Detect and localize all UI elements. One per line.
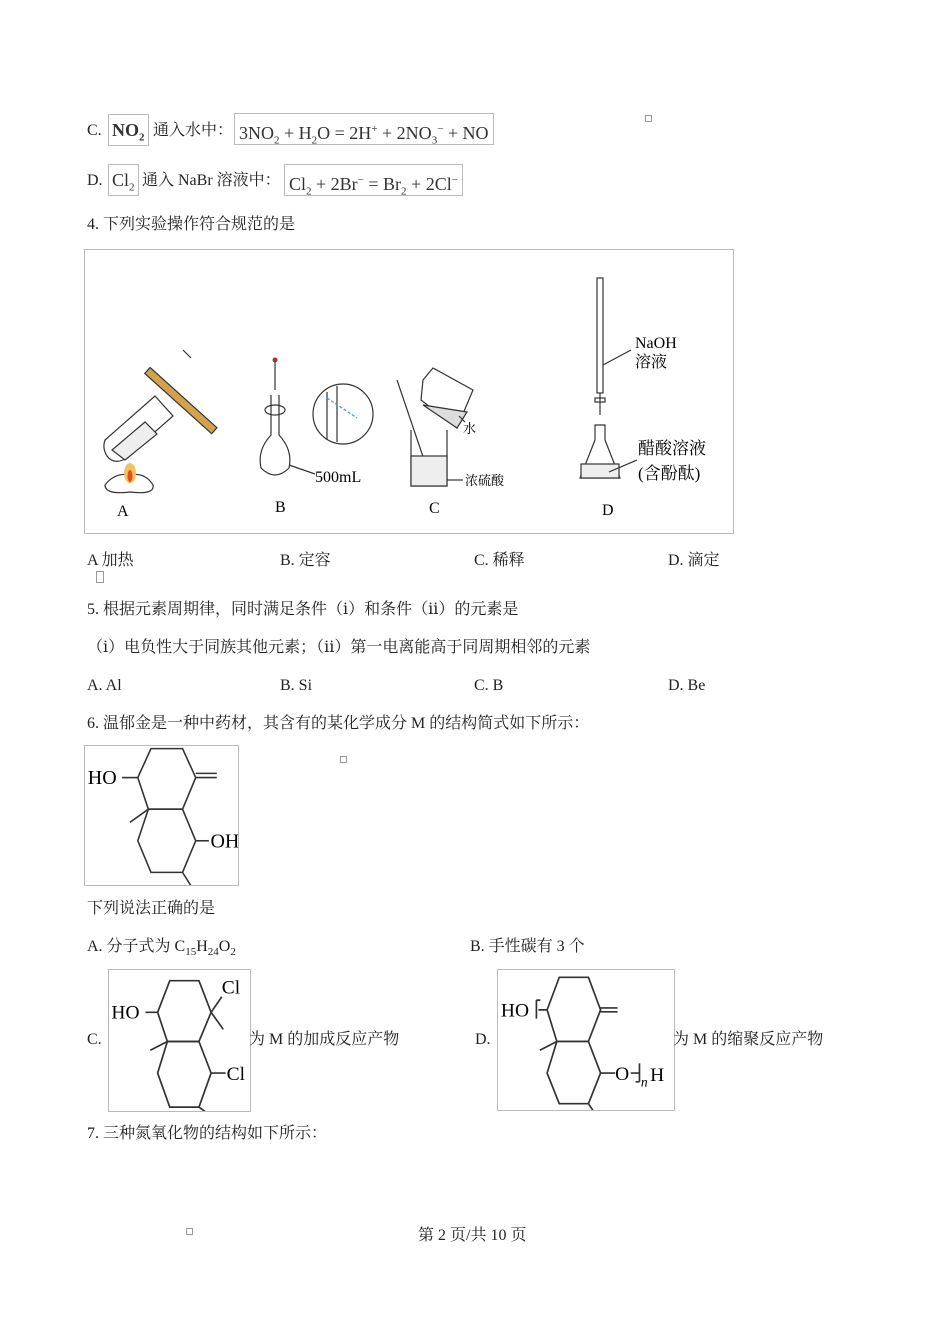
titration-illustration [580, 278, 637, 478]
q4-option-d: D. 滴定 [668, 552, 720, 569]
q4-stem: 4. 下列实验操作符合规范的是 [87, 216, 296, 233]
anchor-marker [186, 1228, 193, 1235]
q5-conditions: （ⅰ）电负性大于同族其他元素；（ⅱ）第一电离能高于同周期相邻的元素 [87, 639, 591, 656]
acetic-acid-label: 醋酸溶液 [638, 439, 706, 458]
q3-option-c-text: 通入水中： [153, 122, 234, 139]
q4-option-c: C. 稀释 [474, 552, 525, 569]
hydrogen-label: H [650, 1064, 665, 1086]
anchor-marker [340, 756, 347, 763]
compound-m-skeleton [85, 746, 238, 885]
lab-apparatus-figure [84, 249, 734, 534]
q5-option-a: A. Al [87, 677, 122, 694]
compound-m-structure [84, 745, 239, 886]
hydroxyl-label: HO [500, 1000, 530, 1022]
hydroxyl-label: OH [210, 830, 238, 853]
hydroxyl-label: HO [87, 766, 117, 789]
q6-option-c-text: 为 M 的加成反应产物 [249, 1031, 400, 1048]
figure-label-d: D [602, 502, 614, 519]
concentrated-acid-label: 浓硫酸 [465, 473, 505, 488]
test-tube-heating-illustration [104, 350, 217, 493]
q7-stem: 7. 三种氮氧化物的结构如下所示： [87, 1125, 328, 1142]
q6-question: 下列说法正确的是 [87, 900, 216, 917]
naoh-label: NaOH [635, 335, 677, 352]
volumetric-flask-illustration [260, 358, 373, 476]
q6-stem: 6. 温郁金是一种中药材，其含有的某化学成分 M 的结构简式如下所示： [87, 715, 590, 732]
dilution-illustration [397, 368, 473, 486]
repeat-n-label: n [640, 1074, 648, 1090]
phenolphthalein-label: (含酚酞) [638, 464, 701, 483]
polymer-product-skeleton [498, 970, 674, 1110]
oxygen-label: O [615, 1063, 630, 1085]
polymer-product-structure [497, 969, 675, 1111]
q3-option-d-text: 通入 NaBr 溶液中： [142, 172, 281, 189]
q6-option-b: B. 手性碳有 3 个 [470, 938, 585, 955]
addition-product-skeleton [109, 970, 250, 1111]
anchor-marker [645, 115, 652, 122]
q6-option-c-label: C. [87, 1031, 102, 1048]
volume-label: 500mL [315, 469, 362, 486]
figure-label-c: C [429, 500, 440, 517]
naoh-solution-label: 溶液 [635, 354, 668, 371]
addition-product-structure [108, 969, 251, 1112]
q3-option-c-equation: $3NO_2 + H_2O = 2H^+ + 2NO_3^-$ + NO [234, 113, 494, 145]
q5-option-b: B. Si [280, 677, 313, 694]
q6-option-a: A. 分子式为 $C_{15}H_{24}O_2$ [87, 938, 236, 959]
figure-label-b: B [275, 499, 286, 516]
figure-label-a: A [117, 503, 129, 520]
q3-option-d-label: D. [87, 172, 103, 189]
q6-option-d-label: D. [475, 1031, 491, 1048]
apparatus-drawing [85, 250, 733, 533]
q5-stem: 5. 根据元素周期律，同时满足条件（ⅰ）和条件（ⅱ）的元素是 [87, 601, 519, 618]
q3-option-c-label: C. [87, 122, 102, 139]
anchor-marker [96, 571, 104, 583]
no2-formula-image: $NO_2$ [108, 114, 149, 146]
q4-option-a: A 加热 [87, 552, 134, 569]
hydroxyl-label: HO [111, 1002, 140, 1024]
q4-option-b: B. 定容 [280, 552, 331, 569]
water-label: 水 [463, 421, 477, 436]
cl2-formula-image: $Cl_2$ [108, 164, 139, 196]
chlorine-label: Cl [226, 1063, 246, 1085]
q5-option-d: D. Be [668, 677, 706, 694]
chlorine-label: Cl [221, 977, 241, 999]
q3-option-d-equation: $Cl_2 + 2Br^- = Br_2 + 2Cl^-$ [284, 164, 463, 196]
q5-option-c: C. B [474, 677, 504, 694]
q6-option-d-text: 为 M 的缩聚反应产物 [673, 1031, 824, 1048]
page-footer: 第 2 页/共 10 页 [418, 1227, 527, 1244]
